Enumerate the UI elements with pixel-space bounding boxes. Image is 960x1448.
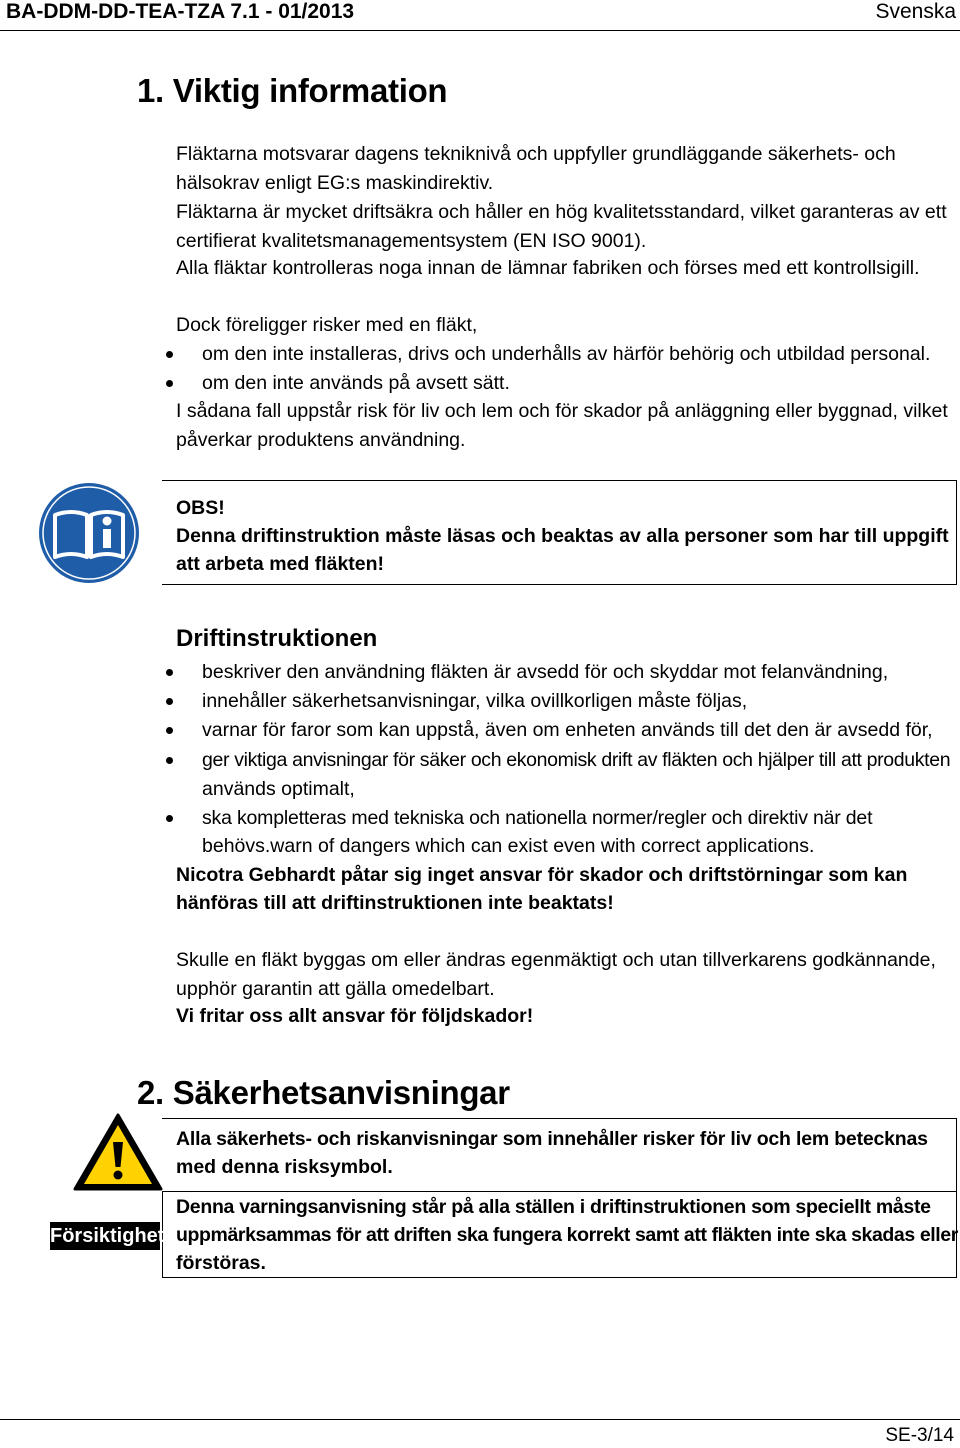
instructions-bullet: beskriver den användning fläkten är avsedd för och skyddar mot felanvändning,	[202, 661, 889, 683]
caution-label: Försiktighet	[50, 1222, 160, 1250]
risk-bullet: om den inte används på avsett sätt.	[202, 372, 510, 394]
caution-text-line: uppmärksammas för att driften ska fungera korrekt samt att fläkten inte ska skadas eller	[176, 1224, 958, 1246]
instructions-bullet-continuation: behövs.warn of dangers which can exist even with correct applications.	[202, 835, 815, 857]
risk-symbol-text-line: Alla säkerhets- och riskanvisningar som innehåller risker för liv och lem betecknas	[176, 1128, 928, 1150]
bullet-dot	[166, 757, 173, 764]
risk-outro-line: påverkar produktens användning.	[176, 429, 466, 451]
intro-line: hälsokrav enligt EG:s maskindirektiv.	[176, 172, 494, 194]
instructions-bullet-continuation: används optimalt,	[202, 778, 355, 800]
obs-label: OBS!	[176, 497, 225, 519]
instructions-bullet: ger viktiga anvisningar för säker och ekonomisk drift av fläkten och hjälper till att produkten	[202, 749, 951, 771]
liability-line: Nicotra Gebhardt påtar sig inget ansvar för skador och driftstörningar som kan	[176, 864, 908, 886]
warning-triangle-icon	[72, 1112, 164, 1192]
caution-text-line: förstöras.	[176, 1252, 266, 1274]
intro-line: Fläktarna motsvarar dagens tekniknivå och uppfyller grundläggande säkerhets- och	[176, 143, 896, 165]
document-id: BA-DDM-DD-TEA-TZA 7.1 - 01/2013	[6, 0, 355, 23]
bullet-dot	[166, 669, 173, 676]
page-number: SE-3/14	[885, 1425, 954, 1446]
instructions-bullet: innehåller säkerhetsanvisningar, vilka ovillkorligen måste följas,	[202, 690, 748, 712]
risk-outro-line: I sådana fall uppstår risk för liv och lem och för skador på anläggning eller byggnad, vilket	[176, 400, 948, 422]
language-label: Svenska	[875, 0, 956, 23]
obs-text-line: att arbeta med fläkten!	[176, 553, 385, 575]
intro-line: Fläktarna är mycket driftsäkra och håller en hög kvalitetsstandard, vilket garanteras av ett	[176, 201, 947, 223]
bullet-dot	[166, 380, 173, 387]
bullet-dot	[166, 698, 173, 705]
section-title-safety: 2. Säkerhetsanvisningar	[137, 1074, 510, 1111]
bullet-dot	[166, 727, 173, 734]
risk-intro: Dock föreligger risker med en fläkt,	[176, 314, 478, 336]
section-title-important-info: 1. Viktig information	[137, 72, 448, 109]
read-manual-icon	[38, 482, 140, 584]
instructions-bullet: varnar för faror som kan uppstå, även om enheten används till det den är avsedd för,	[202, 719, 933, 741]
caution-text-line: Denna varningsanvisning står på alla ställen i driftinstruktionen som speciellt måste	[176, 1196, 931, 1218]
risk-bullet: om den inte installeras, drivs och underhålls av härför behörig och utbildad personal.	[202, 343, 931, 365]
instructions-heading: Driftinstruktionen	[176, 625, 378, 652]
risk-symbol-text-line: med denna risksymbol.	[176, 1156, 393, 1178]
intro-line: certifierat kvalitetsmanagementsystem (EN ISO 9001).	[176, 230, 647, 252]
obs-text-line: Denna driftinstruktion måste läsas och beaktas av alla personer som har till uppgift	[176, 525, 949, 547]
footer-divider	[0, 1419, 960, 1420]
bullet-dot	[166, 815, 173, 822]
disclaimer: Vi fritar oss allt ansvar för följdskador!	[176, 1005, 534, 1027]
instructions-bullet: ska kompletteras med tekniska och nationella normer/regler och direktiv när det	[202, 807, 873, 829]
bullet-dot	[166, 351, 173, 358]
warranty-line: Skulle en fläkt byggas om eller ändras egenmäktigt och utan tillverkarens godkännande,	[176, 949, 936, 971]
header-divider	[0, 30, 960, 31]
liability-line: hänföras till att driftinstruktionen inte beaktats!	[176, 892, 614, 914]
warranty-line: upphör garantin att gälla omedelbart.	[176, 978, 495, 1000]
intro-line: Alla fläktar kontrolleras noga innan de lämnar fabriken och förses med ett kontrollsigill.	[176, 257, 920, 279]
